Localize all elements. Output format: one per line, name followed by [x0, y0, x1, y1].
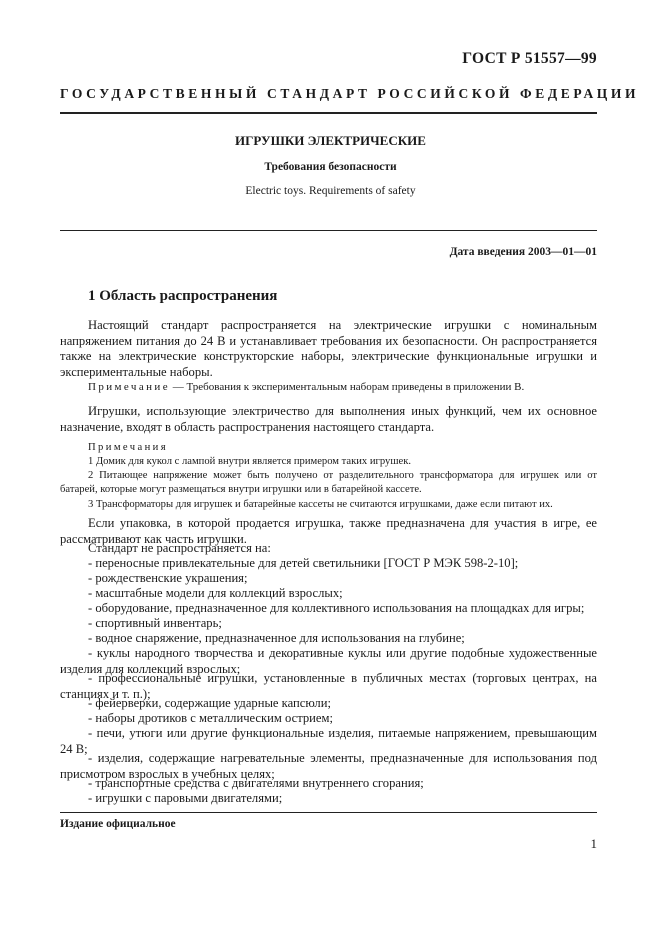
note-text: — Требования к экспериментальным наборам приведены в приложении В.: [169, 381, 525, 393]
paragraph-not-applicable: Стандарт не распространяется на:: [88, 541, 271, 555]
note-label: Примечание: [88, 381, 170, 393]
note-1: [60, 380, 597, 394]
exclusion-item: - изделия, содержащие нагревательные элементы, предназначенные для использования под присмотром взрослых в учебных целях;: [60, 751, 597, 781]
exclusion-item: - масштабные модели для коллекций взрослых;: [88, 586, 343, 600]
paragraph-electric-functions: Игрушки, использующие электричество для выполнения иных функций, чем их основное назначение, входят в область распространения настоящего стандарта.: [60, 404, 597, 434]
exclusion-item: - водное снаряжение, предназначенное для использования на глубине;: [88, 631, 465, 645]
header-rule: [60, 112, 597, 114]
exclusion-item: - переносные привлекательные для детей светильники [ГОСТ Р МЭК 598-2-10];: [88, 556, 519, 570]
standard-number: ГОСТ Р 51557—99: [462, 50, 597, 67]
state-standard-heading: ГОСУДАРСТВЕННЫЙ СТАНДАРТ РОССИЙСКОЙ ФЕДЕРАЦИИ: [60, 86, 640, 101]
note-item: 1 Домик для кукол с лампой внутри является примером таких игрушек.: [88, 456, 412, 467]
footer-rule: [60, 812, 597, 813]
exclusion-item: - профессиональные игрушки, установленные в публичных местах (торговых центрах, на станциях и т. п.);: [60, 671, 597, 701]
exclusion-item: - транспортные средства с двигателями внутреннего сгорания;: [88, 776, 424, 790]
section-heading: 1 Область распространения: [88, 288, 278, 304]
exclusion-item: - наборы дротиков с металлическим острием;: [88, 711, 333, 725]
document-subtitle: Требования безопасности: [264, 161, 397, 173]
edition-label: Издание официальное: [60, 818, 176, 830]
exclusion-item: - печи, утюги или другие функциональные изделия, питаемые напряжением, превышающим 24 В;: [60, 726, 597, 756]
exclusion-item: - рождественские украшения;: [88, 571, 248, 585]
document-title: ИГРУШКИ ЭЛЕКТРИЧЕСКИЕ: [235, 133, 426, 148]
introduction-date: Дата введения 2003—01—01: [449, 246, 597, 258]
exclusion-item: - фейерверки, содержащие ударные капсюли;: [88, 696, 331, 710]
exclusion-item: - куклы народного творчества и декоративные куклы или другие подобные художественные изделия для коллекций взрослых;: [60, 646, 597, 676]
exclusion-item: - оборудование, предназначенное для коллективного использования на площадках для игры;: [88, 601, 585, 615]
page-number: 1: [590, 836, 597, 851]
paragraph-scope: Настоящий стандарт распространяется на электрические игрушки с номинальным напряжением питания до 24 В и устанавливает требования их безопасности. Он распространяется также на электрические конструкторские наборы, электрические функциональные игрушки и экспериментальные наборы.: [60, 318, 597, 379]
exclusion-item: - спортивный инвентарь;: [88, 616, 222, 630]
document-title-english: Electric toys. Requirements of safety: [245, 185, 416, 197]
exclusion-item: - игрушки с паровыми двигателями;: [88, 791, 283, 805]
title-rule: [60, 230, 597, 231]
notes-label: Примечания: [88, 442, 168, 453]
note-item: 2 Питающее напряжение может быть получено от разделительного трансформатора для игрушек или от батарей, которые могут размещаться внутри игрушки или в батарейной кассете.: [60, 470, 597, 496]
note-item: 3 Трансформаторы для игрушек и батарейные кассеты не считаются игрушками, даже если питают их.: [88, 499, 553, 510]
paragraph-packaging: Если упаковка, в которой продается игрушка, также предназначена для участия в игре, ее рассматривают как часть игрушки.: [60, 516, 597, 546]
